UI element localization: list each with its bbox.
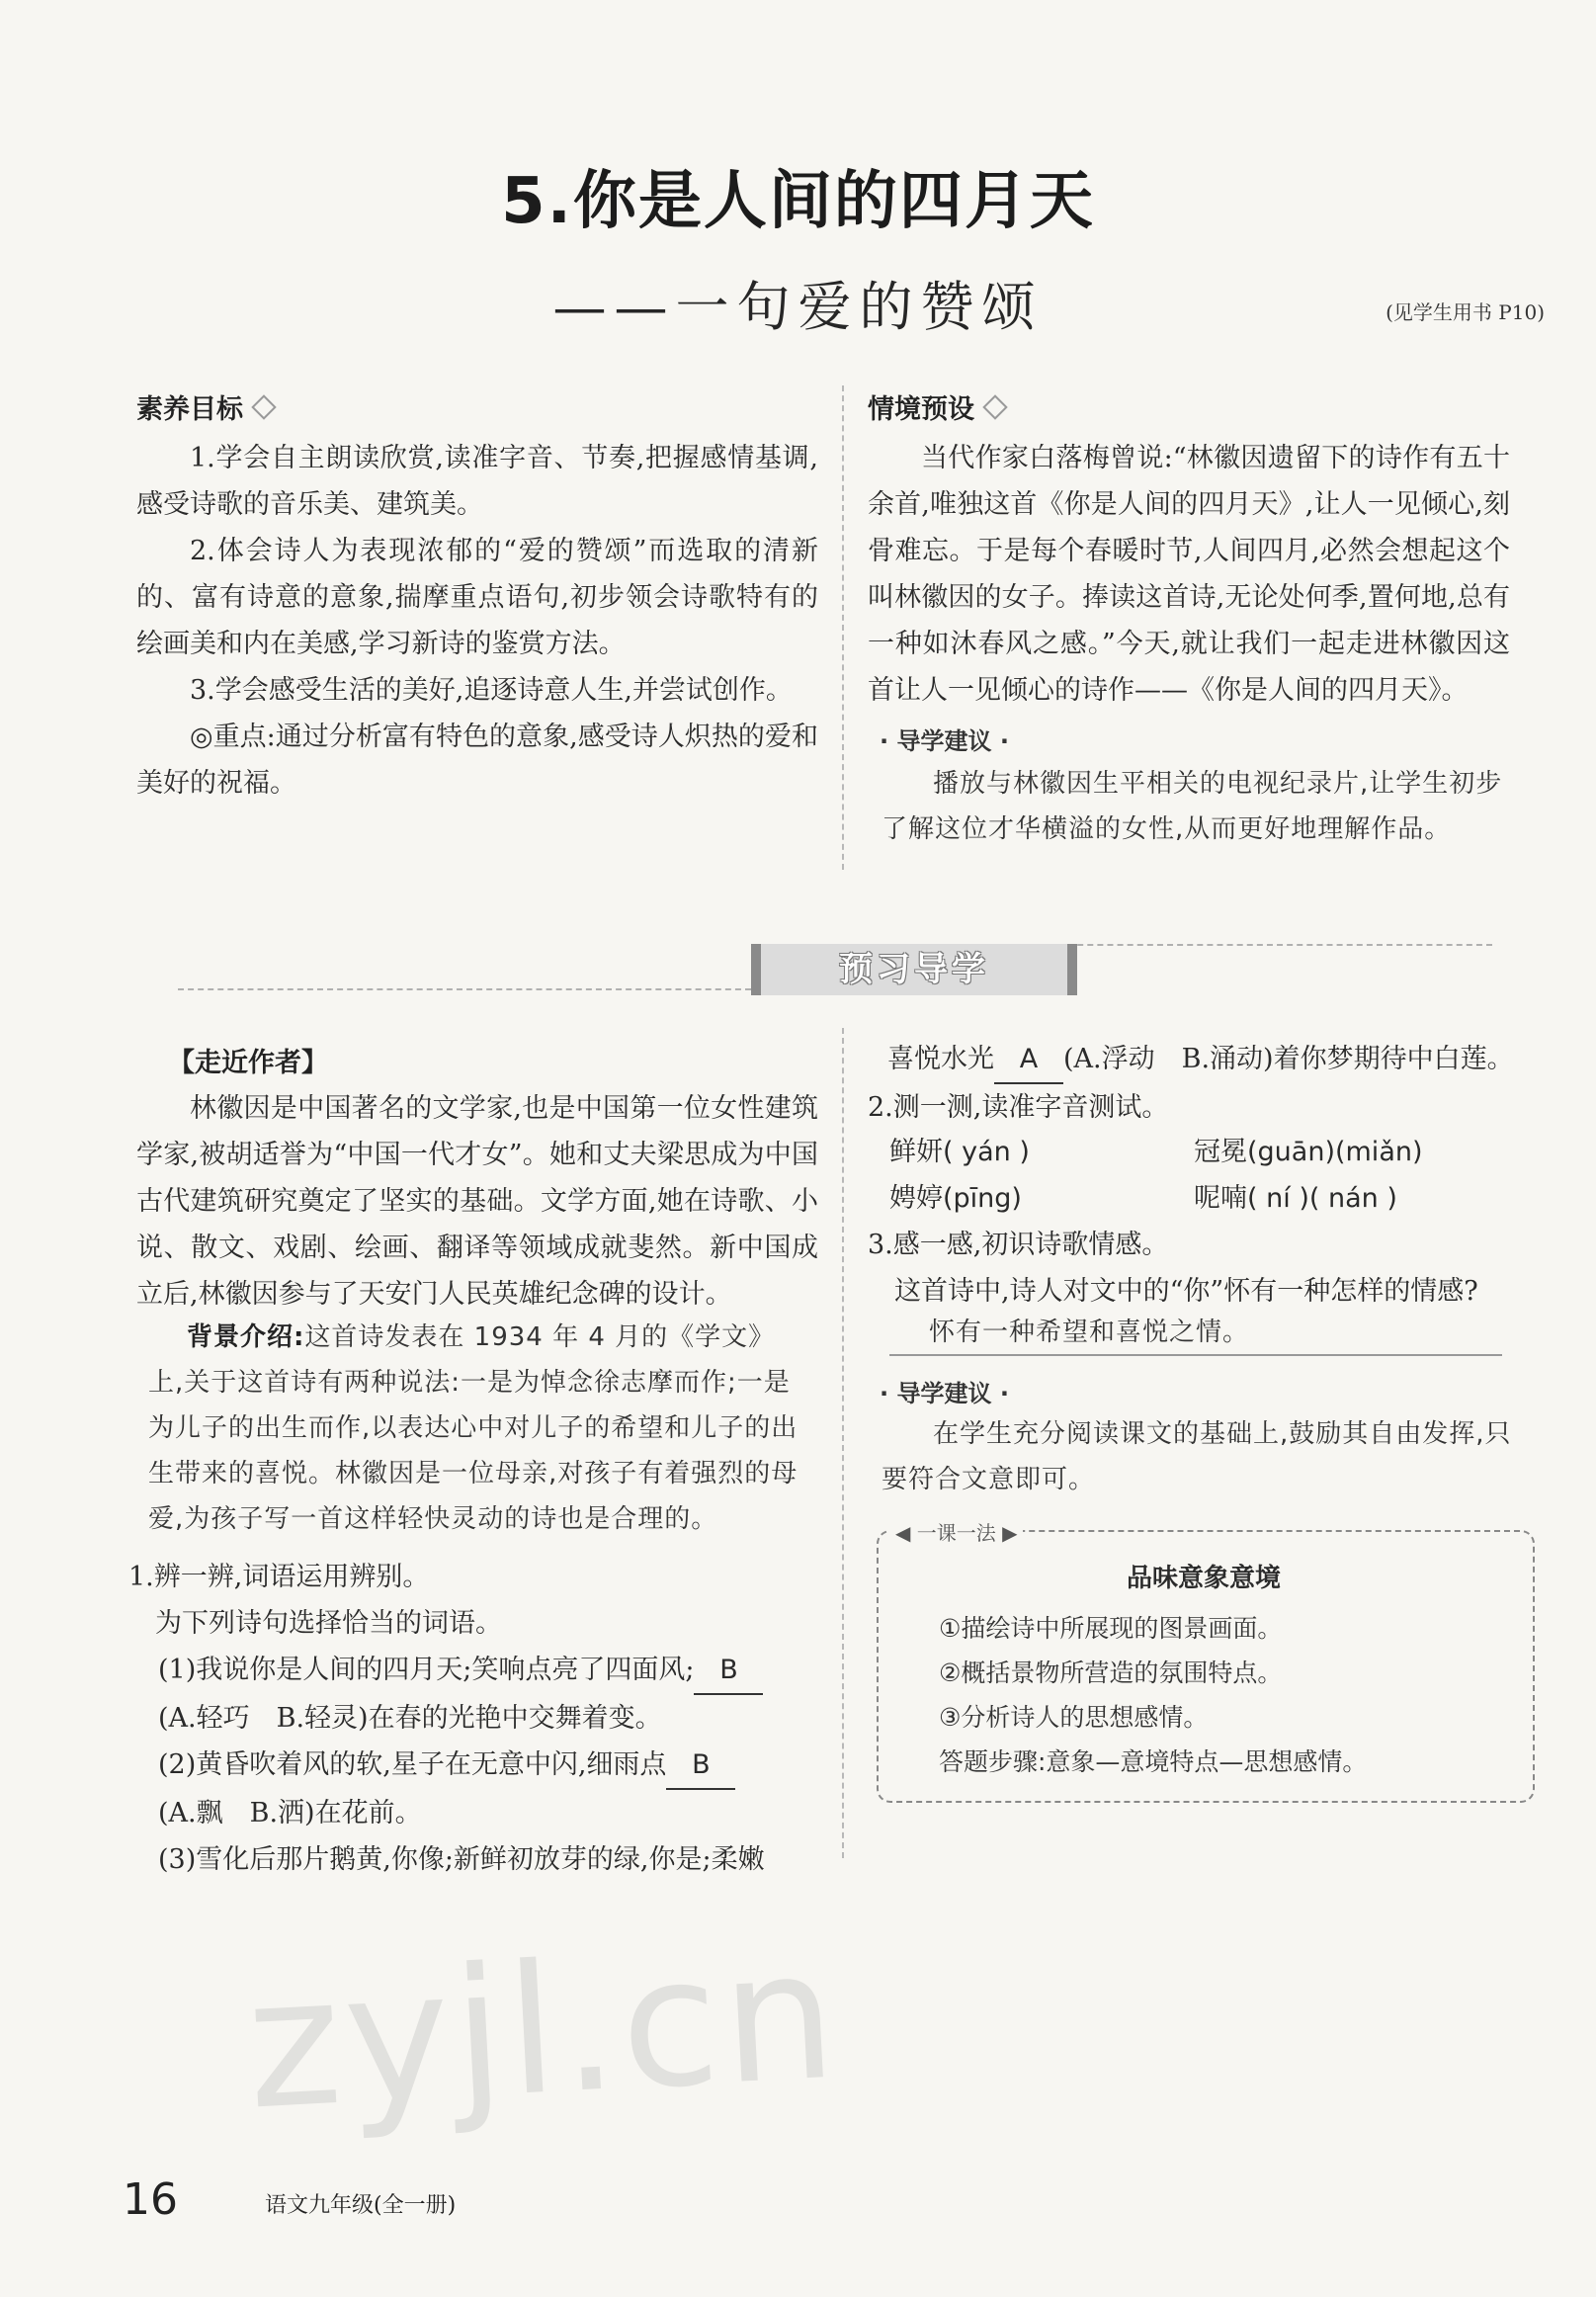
question-3-continued <box>868 1036 1530 1084</box>
exercise-1 <box>128 1554 820 1883</box>
book-title: 语文九年级(全一册) <box>265 2193 457 2218</box>
guide-heading-top: · 导学建议 · <box>880 727 1009 755</box>
watermark: zyjl.cn <box>241 1912 845 2150</box>
section-banner: 预习导学 <box>751 944 1077 995</box>
question-2-text: (2)黄昏吹着风的软,星子在无意中闪,细雨点 <box>158 1749 667 1780</box>
question-1-text: (1)我说你是人间的四月天;笑响点亮了四面风; <box>158 1655 695 1685</box>
page-number: 16 <box>123 2174 178 2225</box>
exercise-2-heading: 2.测一测,读准字音测试。 <box>868 1092 1169 1123</box>
list-item: ②概括景物所营造的氛围特点。 <box>939 1659 1283 1687</box>
exercise-1-intro: 为下列诗句选择恰当的词语。 <box>155 1608 502 1639</box>
scenario-heading: 情境预设 <box>868 387 1004 426</box>
goal-item-key: ◎重点:通过分析富有特色的意象,感受诗人炽热的爱和美好的祝福。 <box>136 722 818 799</box>
pron-item: 鲜妍( yán ) <box>889 1137 1030 1167</box>
lesson-title: 5.你是人间的四月天 <box>501 165 1095 238</box>
author-text-block <box>136 1085 818 1318</box>
background-label: 背景介绍: <box>187 1322 305 1352</box>
column-divider-top <box>842 385 844 870</box>
scenario-text-block <box>868 435 1510 714</box>
list-item: ③分析诗人的思想感情。 <box>939 1703 1209 1732</box>
question-2 <box>128 1742 820 1790</box>
exercise-3 <box>868 1222 1530 1315</box>
method-tip-tag: ◀ 一课一法 ▶ <box>889 1517 1023 1546</box>
pron-item: 呢喃( ní )( nán ) <box>1194 1183 1397 1214</box>
diamond-icon <box>251 394 276 419</box>
goal-item: 2.体会诗人为表现浓郁的“爱的赞颂”而选取的清新的、富有诗意的意象,揣摩重点语句,初步领会诗歌特有的绘画美和内在美感,学习新诗的鉴赏方法。 <box>136 536 818 659</box>
author-heading: 【走近作者】 <box>168 1048 328 1078</box>
banner-rule-left <box>178 988 751 990</box>
background-text: 这首诗发表在 1934 年 4 月的《学文》上,关于这首诗有两种说法:一是为悼念徐志摩而作;一是为儿子的出生而作,以表达心中对儿子的希望和儿子的出生带来的喜悦。林徽因是一位母亲,对孩子有着强烈的母爱,为孩子写一首这样轻快灵动的诗也是合理的。 <box>148 1322 798 1534</box>
question-1-options: (A.轻巧 B.轻灵)在春的光艳中交舞着变。 <box>158 1703 662 1734</box>
goals-heading: 素养目标 <box>136 387 273 426</box>
answer-blank-2[interactable]: B <box>666 1742 735 1790</box>
goal-item: 1.学会自主朗读欣赏,读准字音、节奏,把握感情基调,感受诗歌的音乐美、建筑美。 <box>136 443 818 520</box>
question-3-text: (3)雪化后那片鹅黄,你像;新鲜初放芽的绿,你是;柔嫩 <box>158 1844 765 1875</box>
answer-blank-3[interactable]: A <box>994 1036 1063 1084</box>
background-block <box>148 1315 810 1542</box>
exercise-3-question: 这首诗中,诗人对文中的“你”怀有一种怎样的情感? <box>894 1276 1478 1307</box>
page-reference: (见学生用书 P10) <box>1386 300 1545 324</box>
guide-heading-bottom: · 导学建议 · <box>880 1380 1009 1407</box>
column-divider-bottom <box>842 1028 844 1858</box>
exercise-3-heading: 3.感一感,初识诗歌情感。 <box>868 1230 1169 1260</box>
right-column-exercises <box>868 1036 1530 1131</box>
pron-item: 冠冕(guān)(miǎn) <box>1194 1137 1423 1167</box>
diamond-icon <box>982 394 1007 419</box>
pron-item: 娉婷(pīng) <box>889 1183 1022 1214</box>
guide-text-top: 播放与林徽因生平相关的电视纪录片,让学生初步了解这位才华横溢的女性,从而更好地理解作品。 <box>882 769 1503 844</box>
question-2-options: (A.飘 B.洒)在花前。 <box>158 1798 422 1829</box>
method-tip-title: 品味意象意境 <box>1126 1564 1281 1593</box>
list-item: 答题步骤:意象—意境特点—思想感情。 <box>939 1747 1368 1776</box>
question-1 <box>128 1647 820 1695</box>
exercise-1-heading: 1.辨一辨,词语运用辨别。 <box>128 1562 430 1592</box>
goal-item: 3.学会感受生活的美好,追逐诗意人生,并尝试创作。 <box>190 675 793 706</box>
method-tip-list <box>939 1606 1367 1784</box>
exercise-3-answer: 怀有一种希望和喜悦之情。 <box>929 1318 1250 1347</box>
question-3-cont-pre: 喜悦水光 <box>887 1044 994 1074</box>
question-3-cont-post: (A.浮动 B.涌动)着你梦期待中白莲。 <box>1063 1044 1514 1074</box>
banner-rule-right <box>1057 944 1492 946</box>
scenario-text: 当代作家白落梅曾说:“林徽因遗留下的诗作有五十余首,唯独这首《你是人间的四月天》,让人一见倾心,刻骨难忘。于是每个春暖时节,人间四月,必然会想起这个叫林徽因的女子。捧读这首诗,无论处何季,置何地,总有一种如沐春风之感。”今天,就让我们一起走进林徽因这首让人一见倾心的诗作——《你是人间的四月天》。 <box>868 443 1510 706</box>
guide-text-bottom: 在学生充分阅读课文的基础上,鼓励其自由发挥,只要符合文意即可。 <box>882 1419 1512 1494</box>
goals-list <box>136 435 818 807</box>
answer-blank-1[interactable]: B <box>694 1647 763 1695</box>
lesson-subtitle: ——一句爱的赞颂 <box>552 276 1044 338</box>
author-text: 林徽因是中国著名的文学家,也是中国第一位女性建筑学家,被胡适誉为“中国一代才女”。她和丈夫梁思成为中国古代建筑研究奠定了坚实的基础。文学方面,她在诗歌、小说、散文、戏剧、绘画、翻译等领域成就斐然。新中国成立后,林徽因参与了天安门人民英雄纪念碑的设计。 <box>136 1093 818 1310</box>
list-item: ①描绘诗中所展现的图景画面。 <box>939 1614 1283 1643</box>
answer-underline <box>889 1354 1502 1356</box>
